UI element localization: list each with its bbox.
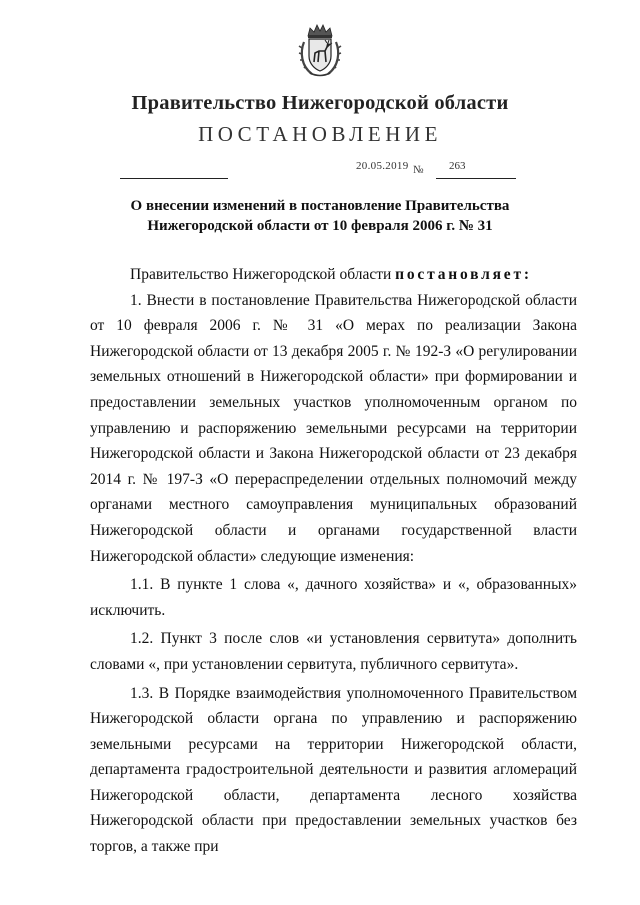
coat-of-arms-icon	[298, 22, 342, 78]
paragraph-1-2: 1.2. Пункт 3 после слов «и установления сервитута» дополнить словами «, при установлении сервитута, публичного сервитута».	[90, 630, 577, 673]
organization-name: Правительство Нижегородской области	[131, 92, 509, 114]
preamble-decree-word: постановляет:	[395, 266, 532, 283]
subject-line-2: Нижегородской области от 10 февраля 2006 г. № 31	[147, 218, 493, 234]
document-subject	[90, 196, 550, 236]
document-number: 263	[449, 160, 466, 172]
number-sign: №	[413, 164, 424, 176]
subject-line-1: О внесении изменений в постановление Правительства	[130, 198, 510, 214]
document-type: ПОСТАНОВЛЕНИЕ	[198, 122, 442, 146]
document-body	[90, 262, 577, 860]
paragraph-1-1: 1.1. В пункте 1 слова «, дачного хозяйства» и «, образованных» исключить.	[90, 576, 577, 619]
preamble	[90, 262, 577, 288]
signature-line-left	[120, 178, 228, 179]
paragraph-1-3: 1.3. В Порядке взаимодействия уполномоченного Правительством Нижегородской области органа по управлению и распоряжению земельными ресурсами на территории Нижегородской области, департамента градостроительной деятельности и развития агломераций Нижегородской области, департамента лесного хозяйства Нижегородской области при предоставлении земельных участков без торгов, а также при	[90, 684, 577, 856]
document-date: 20.05.2019	[356, 160, 409, 172]
preamble-text: Правительство Нижегородской области	[130, 266, 396, 283]
number-line	[436, 178, 516, 179]
paragraph-1: 1. Внести в постановление Правительства Нижегородской области от 10 февраля 2006 г. № 31 «О мерах по реализации Закона Нижегородской области от 13 декабря 2005 г. № 192-З «О регулировании земельных отношений в Нижегородской области» при формировании и предоставлении земельных участков уполномоченным органом по управлению и распоряжению земельными ресурсами на территории Нижегородской области и Закона Нижегородской области от 23 декабря 2014 г. № 197-З «О перераспределении отдельных полномочий между органами местного самоуправления муниципальных образований Нижегородской области и органами государственной власти Нижегородской области» следующие изменения:	[90, 291, 577, 565]
